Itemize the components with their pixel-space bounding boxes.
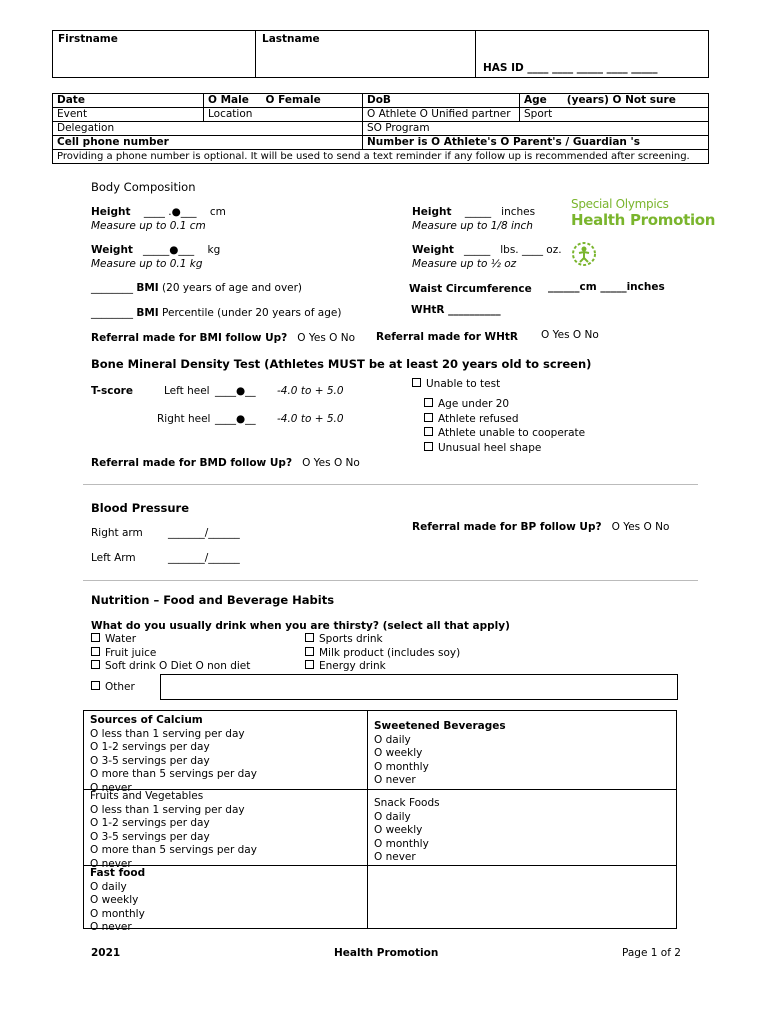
right-heel-input[interactable]: ____●__ [215, 413, 256, 425]
snack-cell [374, 797, 440, 865]
age-unit[interactable]: (years) O Not sure [566, 94, 676, 106]
right-heel-label: Right heel [157, 413, 211, 425]
reason-cooperate-checkbox[interactable] [424, 427, 585, 441]
calcium-title: Sources of Calcium [90, 714, 203, 726]
height-cm-measure: Measure up to 0.1 cm [91, 219, 206, 232]
bmi-row [91, 282, 302, 294]
fastfood-cell [90, 867, 145, 935]
weight-unit: kg [207, 244, 221, 256]
footer-year: 2021 [91, 947, 121, 959]
fastfood-option[interactable]: O monthly [90, 907, 145, 920]
checkbox-icon[interactable] [424, 398, 433, 407]
bmd-reasons-list [424, 398, 585, 455]
logo-line2: Health Promotion [571, 211, 716, 229]
checkbox-icon[interactable] [91, 647, 100, 656]
sweetened-option[interactable]: O never [374, 774, 416, 786]
option-label: Fruit juice [105, 646, 157, 659]
checkbox-icon[interactable] [424, 442, 433, 451]
reason-label: Age under 20 [438, 398, 510, 410]
option-label: Milk product (includes soy) [319, 646, 461, 659]
height-in-input[interactable]: _____ [464, 206, 492, 218]
bmi-referral-options[interactable]: O Yes O No [297, 332, 356, 344]
sweetened-option[interactable]: O weekly [374, 747, 423, 759]
option-label: Sports drink [319, 633, 383, 645]
calcium-option[interactable]: O 3-5 servings per day [90, 754, 210, 767]
weight-lb-unit[interactable]: lbs. ____ oz. [500, 244, 562, 256]
energy-drink-checkbox[interactable] [305, 660, 460, 674]
other-checkbox[interactable] [91, 681, 135, 693]
nutrition-heading: Nutrition – Food and Beverage Habits [91, 593, 335, 607]
checkbox-icon[interactable] [305, 633, 314, 642]
right-arm-label: Right arm [91, 527, 143, 539]
option-label: Soft drink O Diet O non diet [105, 660, 251, 672]
weight-lb-label: Weight [412, 244, 454, 256]
height-in-measure: Measure up to 1/8 inch [412, 219, 533, 232]
bmi-input[interactable]: ________ [91, 282, 133, 294]
divider [83, 484, 698, 485]
weight-kg-measure: Measure up to 0.1 kg [91, 257, 203, 270]
sweetened-title: Sweetened Beverages [374, 720, 506, 732]
reason-heel-checkbox[interactable] [424, 442, 585, 456]
whtr-referral-label: Referral made for WHtR [376, 331, 519, 343]
weight-kg-input[interactable]: _____●___ [142, 244, 195, 256]
snack-option[interactable]: O never [374, 851, 416, 863]
bmi-percentile-row [91, 307, 341, 319]
fastfood-option[interactable]: O never [90, 921, 132, 933]
phone-note: Providing a phone number is optional. It will be used to send a text reminder if any follow up is recommended after screening. [53, 150, 709, 164]
bmd-referral [91, 457, 360, 469]
whtr-referral-options[interactable]: O Yes O No [541, 329, 599, 341]
fruits-title: Fruits and Vegetables [90, 790, 204, 802]
number-owner-field[interactable]: Number is O Athlete's O Parent's / Guardian 's [363, 136, 709, 150]
age-label: Age [524, 94, 547, 106]
snack-option[interactable]: O monthly [374, 837, 429, 850]
snack-option[interactable]: O weekly [374, 824, 423, 836]
reason-age-checkbox[interactable] [424, 398, 585, 412]
height-in-block [412, 206, 535, 233]
weight-lb-measure: Measure up to ½ oz [412, 257, 517, 270]
drink-question: What do you usually drink when you are thirsty? (select all that apply) [91, 620, 510, 632]
reason-label: Athlete refused [438, 412, 519, 425]
right-arm-input[interactable]: _______/______ [168, 527, 240, 539]
calcium-option[interactable]: O 1-2 servings per day [90, 741, 210, 753]
right-heel-range: -4.0 to + 5.0 [277, 413, 344, 425]
female-option[interactable]: O Female [265, 94, 321, 106]
fruit-juice-checkbox[interactable] [91, 647, 250, 661]
bmi-referral [91, 332, 355, 344]
checkbox-icon[interactable] [91, 681, 100, 690]
snack-option[interactable]: O daily [374, 810, 411, 823]
left-heel-input[interactable]: ____●__ [215, 385, 256, 397]
divider [83, 580, 698, 581]
drink-options-col1 [91, 633, 250, 674]
special-olympics-emblem-icon [571, 241, 597, 267]
fastfood-option[interactable]: O daily [90, 880, 127, 893]
checkbox-icon[interactable] [91, 660, 100, 669]
fruits-option[interactable]: O 1-2 servings per day [90, 817, 210, 829]
male-option[interactable]: O Male [208, 94, 249, 106]
checkbox-icon[interactable] [412, 378, 421, 387]
soft-drink-checkbox[interactable] [91, 660, 250, 674]
bmi-note: (20 years of age and over) [162, 282, 303, 294]
fruits-cell [90, 790, 257, 871]
bmi-percentile-input[interactable]: ________ [91, 307, 133, 319]
fruits-option[interactable]: O never [90, 857, 132, 870]
bmi-referral-label: Referral made for BMI follow Up? [91, 332, 288, 344]
name-box [52, 30, 709, 78]
event-field[interactable]: Event [53, 108, 204, 122]
delegation-field[interactable]: Delegation [53, 122, 363, 136]
body-composition-heading: Body Composition [91, 180, 196, 194]
special-olympics-logo [571, 197, 715, 229]
unable-to-test-label: Unable to test [426, 378, 501, 390]
other-label: Other [105, 681, 135, 693]
reason-label: Unusual heel shape [438, 441, 542, 454]
left-heel-range: -4.0 to + 5.0 [277, 385, 344, 397]
has-id-field[interactable]: HAS ID ____ ____ _____ ____ _____ [483, 62, 658, 74]
participant-type[interactable]: O Athlete O Unified partner [363, 108, 520, 122]
bp-referral-options[interactable]: O Yes O No [611, 521, 670, 533]
waist-label: Waist Circumference [409, 283, 532, 295]
sweetened-option[interactable]: O daily [374, 733, 411, 746]
left-arm-label: Left Arm [91, 552, 136, 564]
fastfood-title: Fast food [90, 867, 146, 879]
sweetened-cell [374, 720, 506, 788]
cell-phone-field[interactable]: Cell phone number [53, 136, 363, 150]
food-frequency-table [83, 710, 677, 933]
water-checkbox[interactable] [91, 633, 250, 647]
weight-lb-block [412, 244, 562, 271]
unable-to-test-checkbox[interactable] [412, 378, 500, 390]
waist-input[interactable]: ______cm _____inches [548, 281, 665, 293]
bp-referral-label: Referral made for BP follow Up? [412, 521, 602, 533]
fruits-option[interactable]: O 3-5 servings per day [90, 830, 210, 843]
bp-heading: Blood Pressure [91, 501, 189, 515]
left-heel-label: Left heel [164, 385, 210, 397]
other-input[interactable] [160, 674, 678, 700]
bp-referral [412, 521, 669, 533]
checkbox-icon[interactable] [424, 427, 433, 436]
height-unit: cm [209, 206, 226, 218]
date-field[interactable]: Date [53, 94, 204, 108]
checkbox-icon[interactable] [91, 633, 100, 642]
bmi-percentile-label: BMI [136, 307, 159, 319]
left-arm-input[interactable]: _______/______ [168, 552, 240, 564]
fruits-option[interactable]: O more than 5 servings per day [90, 844, 257, 856]
calcium-option[interactable]: O more than 5 servings per day [90, 768, 257, 780]
calcium-cell [90, 714, 257, 795]
logo-line1: Special Olympics [571, 197, 669, 211]
reason-label: Athlete unable to cooperate [438, 427, 586, 439]
dob-field[interactable]: DoB [363, 94, 520, 108]
bmd-heading: Bone Mineral Density Test (Athletes MUST be at least 20 years old to screen) [91, 357, 592, 371]
option-label: Energy drink [319, 660, 386, 672]
height-label: Height [91, 206, 131, 218]
bmd-referral-label: Referral made for BMD follow Up? [91, 457, 293, 469]
weight-label: Weight [91, 244, 133, 256]
option-label: Water [105, 633, 137, 645]
gender-field[interactable] [204, 94, 363, 108]
footer-page-number: Page 1 of 2 [622, 947, 681, 959]
fruits-option[interactable]: O less than 1 serving per day [90, 803, 245, 816]
height-cm-block [91, 206, 226, 233]
drink-options-col2 [305, 633, 460, 674]
info-table [52, 93, 709, 164]
whtr-input[interactable]: WHtR __________ [411, 304, 501, 316]
location-field[interactable]: Location [204, 108, 363, 122]
footer-title: Health Promotion [334, 947, 439, 959]
calcium-option[interactable]: O less than 1 serving per day [90, 727, 245, 740]
height-in-label: Height [412, 206, 452, 218]
age-field[interactable] [520, 94, 709, 108]
checkbox-icon[interactable] [424, 413, 433, 422]
bmi-label: BMI [136, 282, 159, 294]
so-program-field[interactable]: SO Program [363, 122, 709, 136]
reason-refused-checkbox[interactable] [424, 413, 585, 427]
sweetened-option[interactable]: O monthly [374, 760, 429, 773]
height-in-unit: inches [501, 206, 536, 218]
milk-product-checkbox[interactable] [305, 647, 460, 661]
height-cm-input[interactable]: ____ .●___ [143, 206, 197, 218]
weight-lb-input[interactable]: _____ [463, 244, 491, 256]
fastfood-option[interactable]: O weekly [90, 894, 139, 906]
weight-kg-block [91, 244, 220, 271]
sports-drink-checkbox[interactable] [305, 633, 460, 647]
lastname-field[interactable]: Lastname [262, 33, 320, 45]
sport-field[interactable]: Sport [520, 108, 709, 122]
checkbox-icon[interactable] [305, 647, 314, 656]
checkbox-icon[interactable] [305, 660, 314, 669]
bmi-percentile-note: Percentile (under 20 years of age) [162, 307, 342, 319]
firstname-field[interactable]: Firstname [58, 33, 118, 45]
snack-title: Snack Foods [374, 797, 440, 809]
calcium-option[interactable]: O never [90, 781, 132, 794]
tscore-label: T-score [91, 385, 133, 397]
bmd-referral-options[interactable]: O Yes O No [302, 457, 360, 469]
